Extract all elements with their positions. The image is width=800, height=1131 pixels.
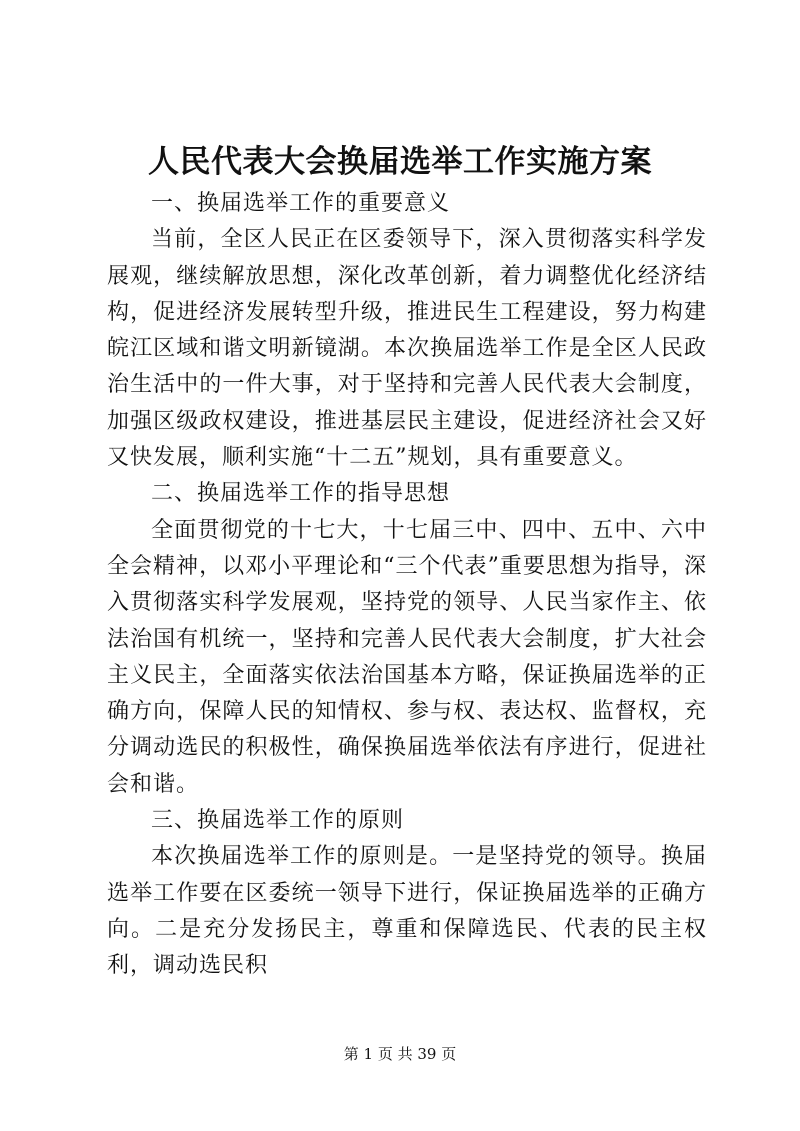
section-heading-1: 一、换届选举工作的重要意义 — [151, 191, 451, 216]
page-footer: 第 1 页 共 39 页 — [343, 1045, 457, 1063]
section-paragraph-1: 当前，全区人民正在区委领导下，深入贯彻落实科学发展观，继续解放思想，深化改革创新，着力调整优化经济结构，促进经济发展转型升级，推进民生工程建设，努力构建皖江区域和谐文明新镜湖。本次换届选举工作是全区人民政治生活中的一件大事，对于坚持和完善人民代表大会制度，加强区级政权建设，推进基层民主建设，促进经济社会又好又快发展，顺利实施“十二五”规划，具有重要意义。 — [107, 227, 707, 471]
section-heading-3: 三、换届选举工作的原则 — [151, 808, 405, 834]
section-heading-2: 二、换届选举工作的指导思想 — [151, 481, 451, 507]
document-body — [107, 186, 707, 985]
section-paragraph-3: 本次换届选举工作的原则是。一是坚持党的领导。换届选举工作要在区委统一领导下进行，保证换届选举的正确方向。二是充分发扬民主，尊重和保障选民、代表的民主权利，调动选民积 — [107, 844, 707, 979]
document-title: 人民代表大会换届选举工作实施方案 — [148, 144, 652, 180]
section-paragraph-2: 全面贯彻党的十七大，十七届三中、四中、五中、六中全会精神，以邓小平理论和“三个代表”重要思想为指导，深入贯彻落实科学发展观，坚持党的领导、人民当家作主、依法治国有机统一，坚持和完善人民代表大会制度，扩大社会主义民主，全面落实依法治国基本方略，保证换届选举的正确方向，保障人民的知情权、参与权、表达权、监督权，充分调动选民的积极性，确保换届选举依法有序进行，促进社会和谐。 — [107, 517, 707, 797]
